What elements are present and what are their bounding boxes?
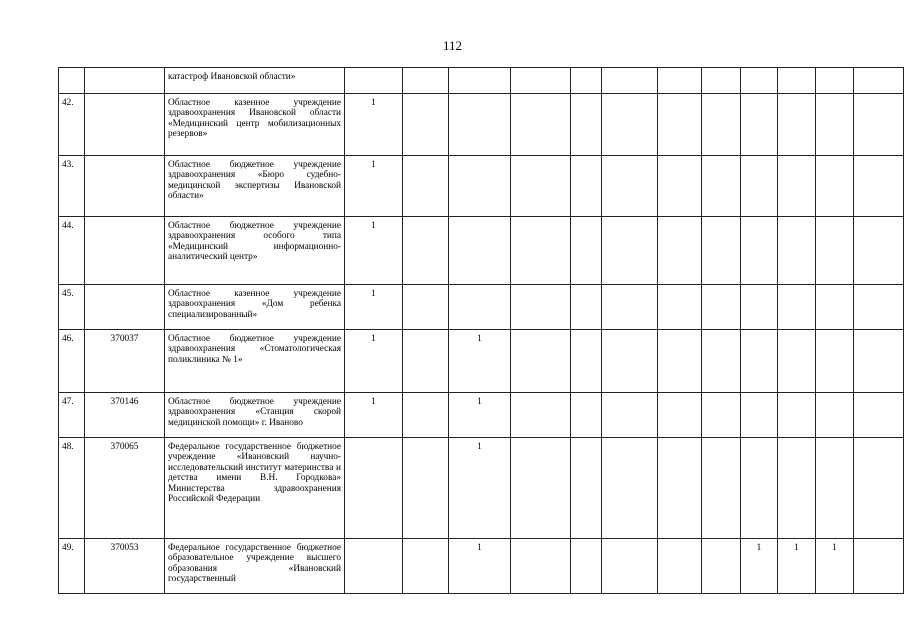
value-cell — [658, 438, 702, 539]
value-cell — [778, 68, 816, 94]
value-cell — [511, 330, 571, 393]
value-cell — [403, 94, 449, 156]
value-cell — [854, 285, 904, 330]
value-cell — [571, 393, 602, 438]
value-cell — [741, 393, 778, 438]
institution-code: 370065 — [85, 438, 165, 539]
institution-name: Областное бюджетное учреждение здравоохранения «Бюро судебно-медицинской экспертизы Ивановской области» — [165, 156, 345, 217]
institution-name: Областное бюджетное учреждение здравоохранения «Станция скорой медицинской помощи» г. Иваново — [165, 393, 345, 438]
value-cell — [658, 539, 702, 594]
row-number: 45. — [59, 285, 85, 330]
institution-code: 370037 — [85, 330, 165, 393]
institution-name: Федеральное государственное бюджетное учреждение «Ивановский научно-исследовательский институт материнства и детства имени В.Н. Городкова» Министерства здравоохранения Российской Федерации — [165, 438, 345, 539]
table-row — [59, 393, 904, 438]
value-cell — [854, 438, 904, 539]
value-cell — [816, 156, 854, 217]
value-cell — [778, 393, 816, 438]
value-cell — [702, 285, 741, 330]
value-cell — [602, 393, 658, 438]
value-cell — [602, 285, 658, 330]
value-cell — [511, 393, 571, 438]
value-cell — [403, 330, 449, 393]
value-cell — [571, 539, 602, 594]
table-row — [59, 156, 904, 217]
institution-code — [85, 285, 165, 330]
value-cell — [816, 393, 854, 438]
value-cell — [602, 68, 658, 94]
value-cell — [571, 94, 602, 156]
value-cell — [741, 94, 778, 156]
value-cell — [854, 393, 904, 438]
value-cell — [511, 217, 571, 285]
value-cell: 1 — [741, 539, 778, 594]
institution-code — [85, 217, 165, 285]
value-cell — [816, 438, 854, 539]
row-number: 48. — [59, 438, 85, 539]
table-row — [59, 217, 904, 285]
value-cell — [702, 539, 741, 594]
value-cell — [403, 285, 449, 330]
value-cell — [449, 94, 511, 156]
value-cell — [658, 94, 702, 156]
value-cell — [602, 156, 658, 217]
value-cell — [702, 393, 741, 438]
table-row — [59, 94, 904, 156]
value-cell — [345, 68, 403, 94]
value-cell — [345, 438, 403, 539]
value-cell — [816, 94, 854, 156]
row-number: 43. — [59, 156, 85, 217]
institution-name: Федеральное государственное бюджетное образовательное учреждение высшего образования «Ивановский государственный — [165, 539, 345, 594]
value-cell: 1 — [345, 156, 403, 217]
institution-name: Областное бюджетное учреждение здравоохранения особого типа «Медицинский информационно-аналитический центр» — [165, 217, 345, 285]
value-cell — [571, 68, 602, 94]
value-cell — [778, 156, 816, 217]
value-cell — [658, 156, 702, 217]
value-cell — [816, 285, 854, 330]
table-row — [59, 438, 904, 539]
value-cell — [854, 156, 904, 217]
row-number: 46. — [59, 330, 85, 393]
value-cell: 1 — [449, 393, 511, 438]
value-cell — [511, 68, 571, 94]
value-cell — [511, 539, 571, 594]
value-cell — [449, 68, 511, 94]
institutions-table — [58, 67, 904, 594]
value-cell — [741, 156, 778, 217]
row-number: 49. — [59, 539, 85, 594]
value-cell — [403, 539, 449, 594]
table-row — [59, 539, 904, 594]
value-cell — [449, 217, 511, 285]
value-cell — [658, 330, 702, 393]
institution-code — [85, 156, 165, 217]
value-cell — [854, 330, 904, 393]
value-cell — [403, 156, 449, 217]
value-cell: 1 — [778, 539, 816, 594]
table-row — [59, 330, 904, 393]
value-cell: 1 — [345, 94, 403, 156]
value-cell — [511, 94, 571, 156]
value-cell — [658, 217, 702, 285]
value-cell — [778, 285, 816, 330]
value-cell — [702, 217, 741, 285]
value-cell — [658, 68, 702, 94]
row-number: 42. — [59, 94, 85, 156]
value-cell — [602, 539, 658, 594]
value-cell — [854, 539, 904, 594]
value-cell — [403, 68, 449, 94]
institution-name: Областное казенное учреждение здравоохранения «Дом ребенка специализированный» — [165, 285, 345, 330]
value-cell — [816, 217, 854, 285]
value-cell — [571, 156, 602, 217]
table-row — [59, 285, 904, 330]
institution-code: 370146 — [85, 393, 165, 438]
value-cell — [602, 217, 658, 285]
value-cell — [602, 330, 658, 393]
value-cell — [403, 393, 449, 438]
value-cell — [778, 94, 816, 156]
value-cell — [403, 217, 449, 285]
value-cell: 1 — [345, 285, 403, 330]
value-cell — [741, 217, 778, 285]
value-cell: 1 — [345, 393, 403, 438]
value-cell — [511, 438, 571, 539]
value-cell — [816, 68, 854, 94]
institution-code — [85, 94, 165, 156]
row-number: 47. — [59, 393, 85, 438]
value-cell — [511, 156, 571, 217]
value-cell — [702, 156, 741, 217]
value-cell — [658, 285, 702, 330]
value-cell — [702, 438, 741, 539]
value-cell: 1 — [449, 438, 511, 539]
value-cell — [511, 285, 571, 330]
page-number: 112 — [442, 38, 463, 53]
institution-name: катастроф Ивановской области» — [165, 68, 345, 94]
value-cell — [778, 217, 816, 285]
institution-name: Областное бюджетное учреждение здравоохранения «Стоматологическая поликлиника № 1» — [165, 330, 345, 393]
value-cell — [449, 285, 511, 330]
value-cell — [741, 330, 778, 393]
value-cell — [741, 285, 778, 330]
table-row — [59, 68, 904, 94]
value-cell — [571, 285, 602, 330]
value-cell — [854, 68, 904, 94]
value-cell — [602, 94, 658, 156]
row-number: 44. — [59, 217, 85, 285]
value-cell — [702, 94, 741, 156]
value-cell — [778, 438, 816, 539]
value-cell — [658, 393, 702, 438]
value-cell — [345, 539, 403, 594]
value-cell — [602, 438, 658, 539]
value-cell: 1 — [345, 330, 403, 393]
value-cell — [778, 330, 816, 393]
value-cell — [816, 330, 854, 393]
table-body — [59, 68, 904, 594]
value-cell: 1 — [345, 217, 403, 285]
value-cell — [854, 94, 904, 156]
row-number — [59, 68, 85, 94]
value-cell — [571, 438, 602, 539]
institution-name: Областное казенное учреждение здравоохранения Ивановской области «Медицинский центр мобилизационных резервов» — [165, 94, 345, 156]
value-cell — [571, 330, 602, 393]
value-cell — [702, 330, 741, 393]
value-cell — [702, 68, 741, 94]
value-cell — [854, 217, 904, 285]
value-cell — [449, 156, 511, 217]
value-cell: 1 — [449, 539, 511, 594]
value-cell: 1 — [449, 330, 511, 393]
value-cell — [403, 438, 449, 539]
value-cell — [741, 68, 778, 94]
value-cell — [571, 217, 602, 285]
value-cell — [741, 438, 778, 539]
institution-code — [85, 68, 165, 94]
institution-code: 370053 — [85, 539, 165, 594]
value-cell: 1 — [816, 539, 854, 594]
